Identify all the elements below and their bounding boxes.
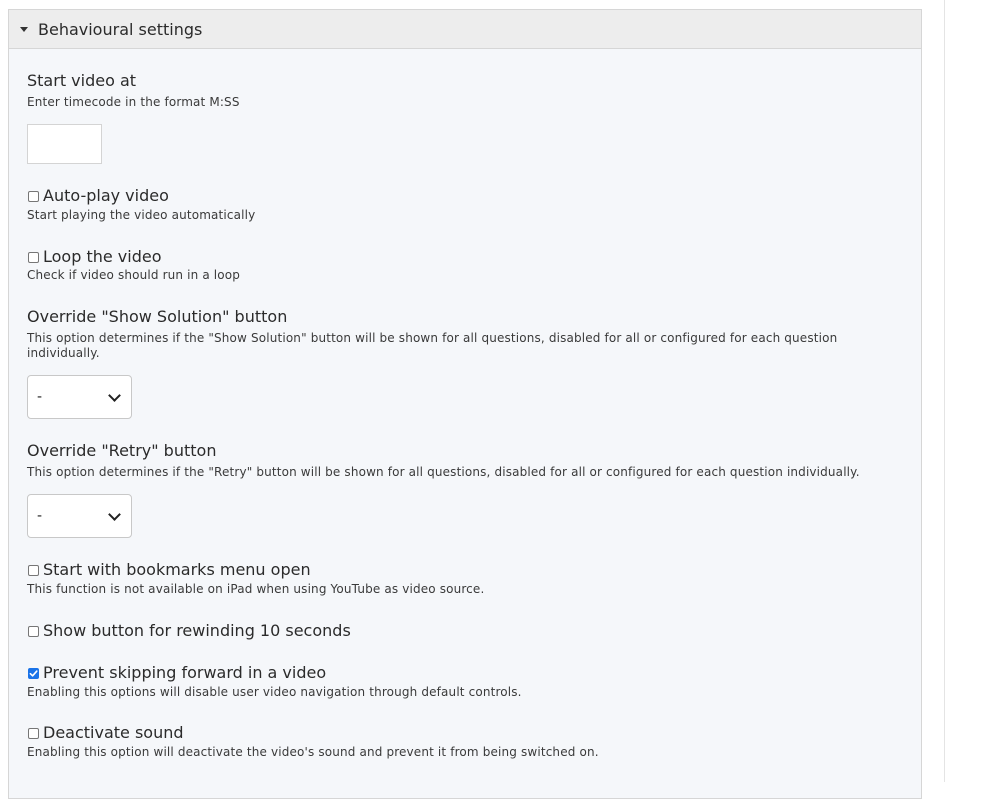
prevent-skip-checkbox[interactable] bbox=[28, 668, 39, 679]
deactivate-sound-label: Deactivate sound bbox=[43, 723, 184, 742]
checkmark-icon bbox=[29, 669, 38, 678]
prevent-skip-description: Enabling this options will disable user video navigation through default controls. bbox=[27, 685, 522, 699]
behavioural-settings-header[interactable] bbox=[9, 10, 921, 49]
show-solution-label: Override "Show Solution" button bbox=[27, 307, 288, 326]
autoplay-field bbox=[27, 186, 907, 223]
show-solution-select[interactable] bbox=[27, 375, 132, 419]
deactivate-sound-field bbox=[27, 723, 907, 760]
bookmarks-field bbox=[27, 560, 907, 597]
rewind-field bbox=[27, 621, 907, 641]
show-solution-description: This option determines if the "Show Solution" button will be shown for all questions, disabled for all or configured for each question individually. bbox=[27, 331, 838, 360]
section-title: Behavioural settings bbox=[38, 19, 203, 39]
loop-description: Check if video should run in a loop bbox=[27, 268, 241, 282]
autoplay-description: Start playing the video automatically bbox=[27, 208, 256, 222]
chevron-down-icon bbox=[108, 389, 121, 402]
autoplay-checkbox[interactable] bbox=[28, 191, 39, 202]
rewind-label: Show button for rewinding 10 seconds bbox=[43, 621, 351, 640]
retry-description: This option determines if the "Retry" button will be shown for all questions, disabled for all or configured for each question individually. bbox=[27, 465, 860, 479]
loop-checkbox[interactable] bbox=[28, 252, 39, 263]
retry-label: Override "Retry" button bbox=[27, 441, 217, 460]
caret-down-icon bbox=[20, 27, 28, 32]
retry-selected-value: - bbox=[37, 508, 43, 524]
bookmarks-label: Start with bookmarks menu open bbox=[43, 560, 311, 579]
start-video-description: Enter timecode in the format M:SS bbox=[27, 95, 240, 109]
loop-label: Loop the video bbox=[43, 247, 162, 266]
prevent-skip-label: Prevent skipping forward in a video bbox=[43, 663, 327, 682]
behavioural-settings-panel bbox=[8, 9, 922, 799]
retry-field bbox=[27, 441, 907, 480]
bookmarks-description: This function is not available on iPad when using YouTube as video source. bbox=[27, 582, 485, 596]
prevent-skip-field bbox=[27, 663, 907, 700]
start-video-label: Start video at bbox=[27, 71, 137, 90]
show-solution-field bbox=[27, 307, 907, 361]
page-divider bbox=[944, 0, 945, 782]
deactivate-sound-checkbox[interactable] bbox=[28, 728, 39, 739]
bookmarks-checkbox[interactable] bbox=[28, 565, 39, 576]
retry-select[interactable] bbox=[27, 494, 132, 538]
show-solution-selected-value: - bbox=[37, 389, 43, 405]
start-video-field bbox=[27, 71, 907, 110]
deactivate-sound-description: Enabling this option will deactivate the video's sound and prevent it from being switched on. bbox=[27, 745, 599, 759]
loop-field bbox=[27, 247, 907, 283]
chevron-down-icon bbox=[108, 508, 121, 521]
rewind-checkbox[interactable] bbox=[28, 626, 39, 637]
autoplay-label: Auto-play video bbox=[43, 186, 169, 205]
start-video-input[interactable] bbox=[27, 124, 102, 164]
